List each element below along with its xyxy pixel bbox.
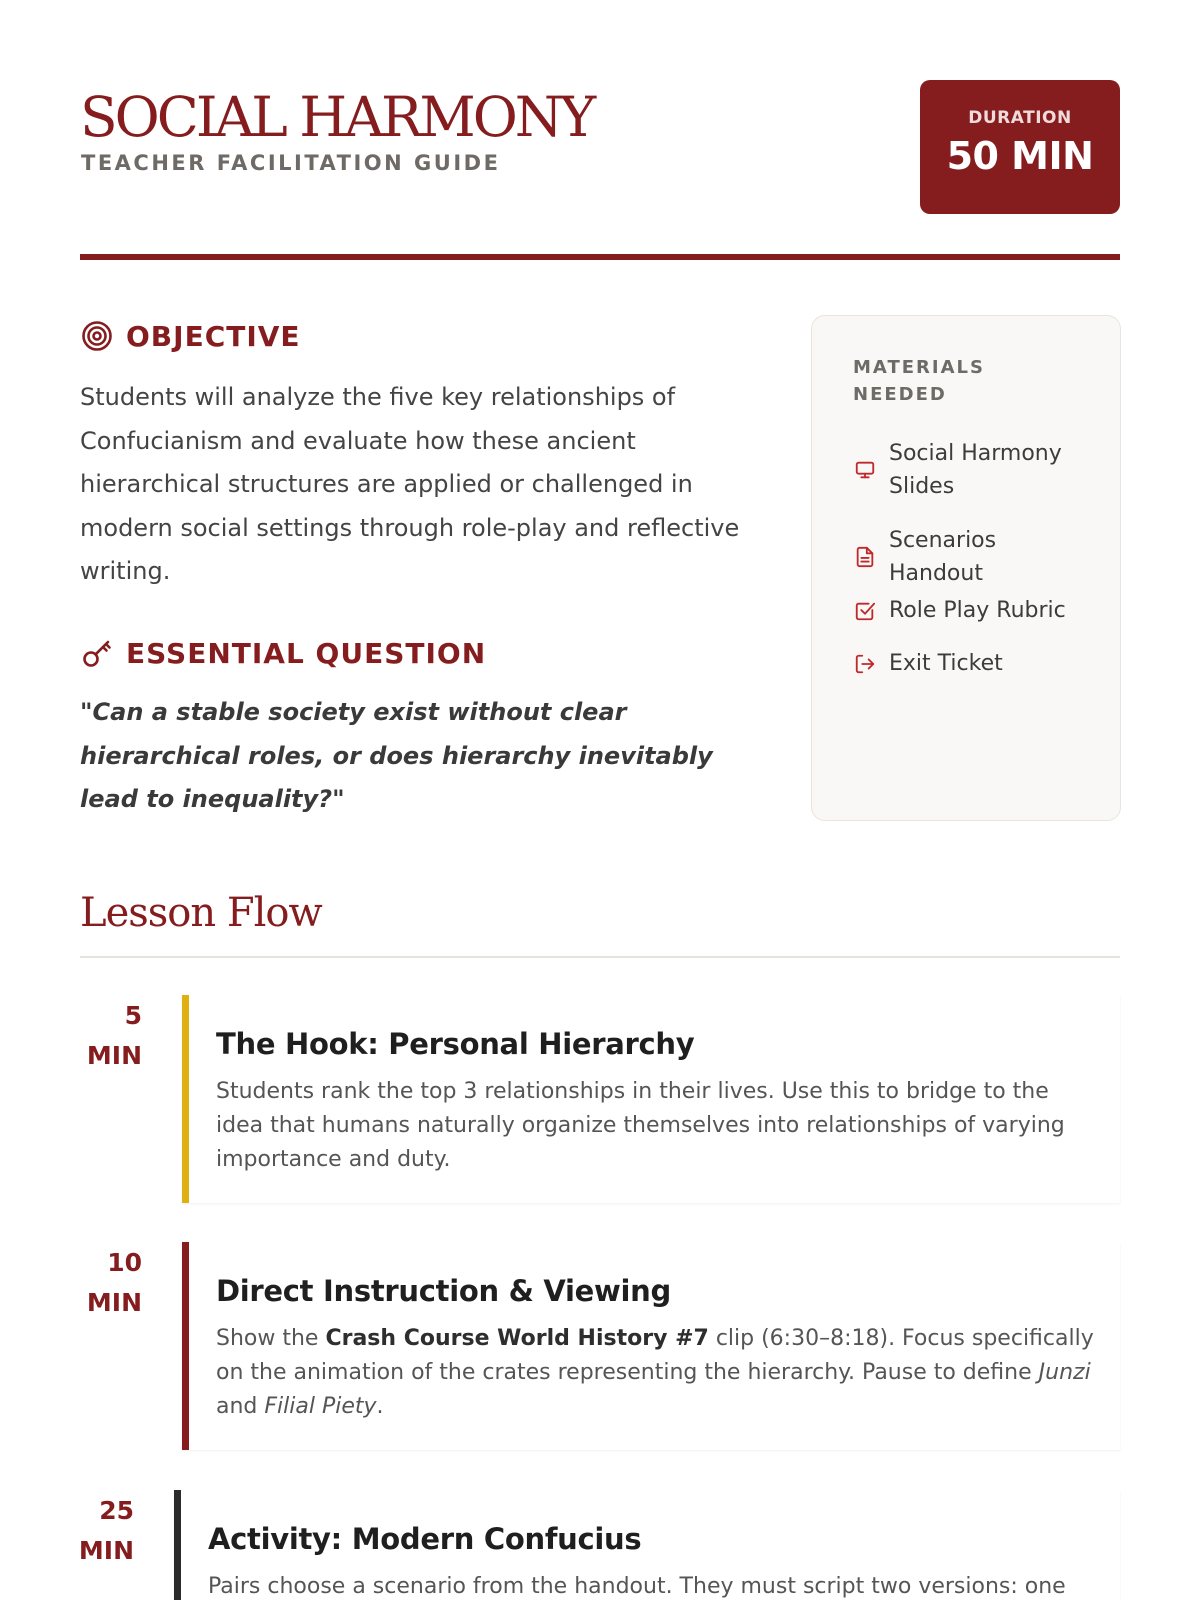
lesson-flow-divider xyxy=(80,956,1120,958)
desc-text: clip (6:30–8:18). Focus specifically on the animation of the crates representing the hierarchy. Pause to define xyxy=(216,1326,1094,1385)
step-time xyxy=(72,1491,134,1571)
objective-heading xyxy=(80,319,301,353)
duration-badge xyxy=(920,80,1120,214)
video-title: Crash Course World History #7 xyxy=(325,1326,709,1351)
step-minutes: 25 xyxy=(99,1496,134,1525)
duration-label: DURATION xyxy=(968,108,1072,128)
key-icon xyxy=(80,636,114,670)
objective-label: OBJECTIVE xyxy=(126,319,301,353)
material-label: Exit Ticket xyxy=(889,651,1003,676)
step-unit: MIN xyxy=(86,1041,142,1070)
duration-value: 50 MIN xyxy=(946,134,1094,178)
step-description: Students rank the top 3 relationships in their lives. Use this to bridge to the idea that humans naturally organize themselves into relationships of varying importance and duty. xyxy=(216,1079,1065,1172)
step-unit: MIN xyxy=(86,1288,142,1317)
checkbox-icon xyxy=(853,599,877,623)
target-icon xyxy=(80,319,114,353)
essential-question-heading xyxy=(80,636,486,670)
material-item-rubric[interactable] xyxy=(853,594,1066,627)
step-minutes: 10 xyxy=(107,1248,142,1277)
material-item-slides[interactable] xyxy=(853,437,1079,503)
step-time xyxy=(80,996,142,1076)
step-description: Pairs choose a scenario from the handout. They must script two versions: one xyxy=(208,1574,1066,1599)
desc-text: . xyxy=(376,1394,384,1419)
step-title: The Hook: Personal Hierarchy xyxy=(216,1027,695,1061)
materials-title: MATERIALS NEEDED xyxy=(853,357,985,405)
material-label: Social Harmony Slides xyxy=(889,441,1062,499)
step-minutes: 5 xyxy=(124,1001,142,1030)
step-description xyxy=(216,1322,1116,1424)
step-title: Direct Instruction & Viewing xyxy=(216,1274,671,1308)
step-time xyxy=(80,1243,142,1323)
desc-text: Show the xyxy=(216,1326,326,1351)
lesson-step-instruction xyxy=(182,1242,1120,1450)
term-filial-piety: Filial Piety xyxy=(264,1394,377,1419)
lesson-flow-title: Lesson Flow xyxy=(80,890,322,936)
header-divider xyxy=(80,254,1120,260)
material-item-handout[interactable] xyxy=(853,524,1019,590)
monitor-icon xyxy=(853,458,877,482)
objective-text: Students will analyze the five key relationships of Confucianism and evaluate how these ancient hierarchical structures are applied or challenged in modern social settings through role-play and reflective writing. xyxy=(80,383,740,585)
step-title: Activity: Modern Confucius xyxy=(208,1522,642,1556)
essential-question-label: ESSENTIAL QUESTION xyxy=(126,636,487,670)
material-item-exit-ticket[interactable] xyxy=(853,647,1003,680)
lesson-step-activity xyxy=(174,1490,1120,1600)
lesson-step-hook xyxy=(182,995,1120,1203)
page-subtitle: TEACHER FACILITATION GUIDE xyxy=(81,151,501,175)
step-unit: MIN xyxy=(78,1536,134,1565)
page-header xyxy=(80,80,1120,260)
document-icon xyxy=(853,545,877,569)
material-label: Role Play Rubric xyxy=(889,598,1066,623)
exit-icon xyxy=(853,652,877,676)
materials-panel xyxy=(811,315,1121,821)
page-title: SOCIAL HARMONY xyxy=(80,85,594,149)
essential-question-text: "Can a stable society exist without clear hierarchical roles, or does hierarchy inevitably lead to inequality?" xyxy=(80,698,713,813)
term-junzi: Junzi xyxy=(1038,1360,1091,1385)
desc-text: and xyxy=(216,1394,265,1419)
material-label: Scenarios Handout xyxy=(889,528,997,586)
